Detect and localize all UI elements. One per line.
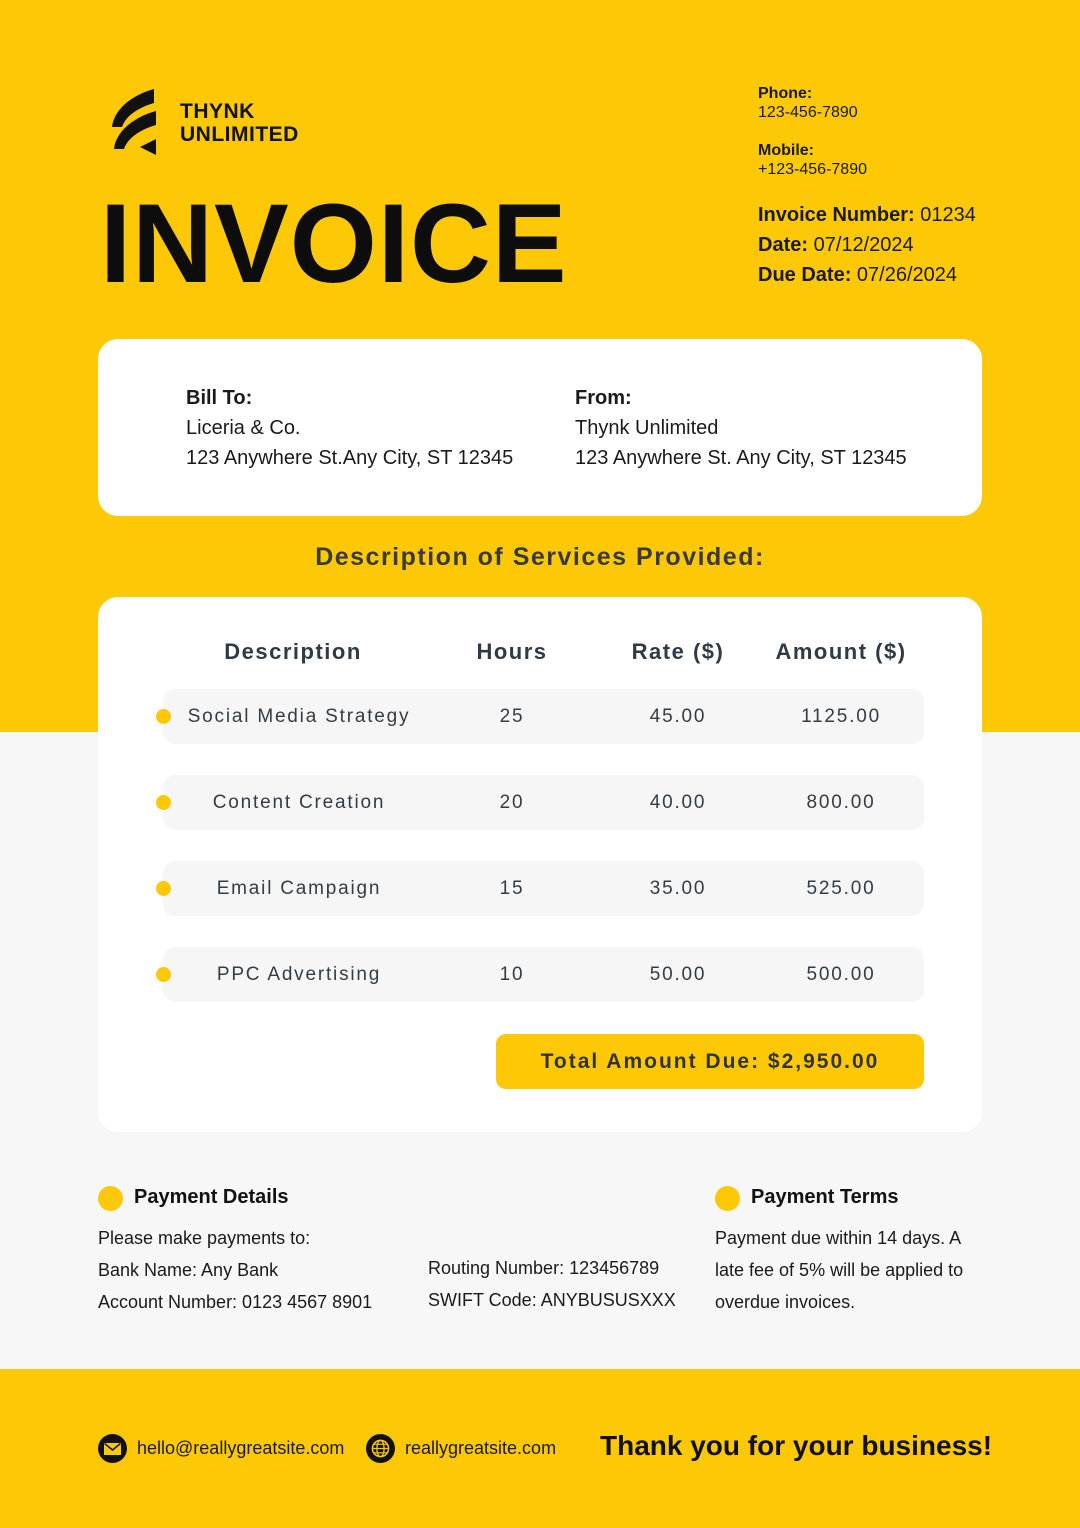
invoice-number-label: Invoice Number: bbox=[758, 204, 915, 226]
envelope-glyph-icon bbox=[104, 1443, 121, 1455]
cell-hours: 10 bbox=[499, 964, 525, 985]
cell-hours: 15 bbox=[499, 878, 525, 899]
swift-code: SWIFT Code: ANYBUSUSXXX bbox=[428, 1290, 676, 1310]
column-header-description: Description bbox=[224, 639, 362, 664]
cell-amount: 1125.00 bbox=[801, 706, 881, 727]
column-header-hours: Hours bbox=[476, 639, 548, 664]
payment-terms-line1: Payment due within 14 days. A bbox=[715, 1228, 962, 1248]
total-amount-due: Total Amount Due: $2,950.00 bbox=[496, 1034, 924, 1089]
payment-instructions: Please make payments to: bbox=[98, 1228, 311, 1248]
invoice-meta bbox=[758, 200, 976, 290]
column-header-rate: Rate ($) bbox=[631, 639, 725, 664]
bill-to-address: 123 Anywhere St.Any City, ST 12345 bbox=[186, 447, 514, 469]
account-number: Account Number: 0123 4567 8901 bbox=[98, 1292, 373, 1312]
bill-to-name: Liceria & Co. bbox=[186, 417, 301, 439]
cell-rate: 45.00 bbox=[649, 706, 707, 727]
cell-rate: 50.00 bbox=[649, 964, 707, 985]
footer-website-link[interactable]: reallygreatsite.com bbox=[405, 1438, 557, 1458]
cell-amount: 800.00 bbox=[806, 792, 876, 813]
company-name-line1: THYNK bbox=[180, 100, 255, 123]
cell-description: Email Campaign bbox=[216, 878, 382, 899]
due-date-label: Due Date: bbox=[758, 264, 852, 286]
payment-terms-bullet bbox=[715, 1186, 740, 1211]
invoice-due-date: 07/26/2024 bbox=[856, 264, 958, 286]
mobile-label: Mobile: bbox=[758, 142, 814, 159]
payment-details-title: Payment Details bbox=[134, 1186, 289, 1208]
payment-terms-title: Payment Terms bbox=[751, 1186, 899, 1208]
payment-terms-text bbox=[715, 1222, 963, 1318]
payment-codes bbox=[428, 1252, 676, 1316]
mobile-value: +123-456-7890 bbox=[758, 161, 867, 178]
cell-rate: 35.00 bbox=[649, 878, 707, 899]
company-name-line2: UNLIMITED bbox=[180, 123, 299, 146]
invoice-number: 01234 bbox=[920, 204, 976, 226]
bank-name: Bank Name: Any Bank bbox=[98, 1260, 279, 1280]
payment-details-bullet bbox=[98, 1186, 123, 1211]
column-header-amount: Amount ($) bbox=[775, 639, 907, 664]
payment-terms-line3: overdue invoices. bbox=[715, 1292, 856, 1312]
company-name bbox=[180, 100, 299, 146]
from-block bbox=[575, 383, 907, 473]
phone-label: Phone: bbox=[758, 85, 813, 102]
cell-description: Social Media Strategy bbox=[187, 706, 411, 727]
cell-hours: 20 bbox=[499, 792, 525, 813]
globe-icon bbox=[366, 1434, 395, 1463]
address-card bbox=[98, 339, 982, 516]
footer-email-link[interactable]: hello@reallygreatsite.com bbox=[137, 1438, 345, 1458]
cell-description: Content Creation bbox=[212, 792, 386, 813]
routing-number: Routing Number: 123456789 bbox=[428, 1258, 660, 1278]
from-label: From: bbox=[575, 387, 632, 409]
cell-rate: 40.00 bbox=[649, 792, 707, 813]
bill-to-label: Bill To: bbox=[186, 387, 253, 409]
logo-mark-icon bbox=[110, 89, 158, 157]
bill-to-block bbox=[186, 383, 513, 473]
cell-amount: 525.00 bbox=[806, 878, 876, 899]
company-logo bbox=[110, 89, 299, 157]
page-title: INVOICE bbox=[100, 181, 568, 306]
payment-details-text bbox=[98, 1222, 372, 1318]
cell-amount: 500.00 bbox=[806, 964, 876, 985]
invoice-date: 07/12/2024 bbox=[813, 234, 914, 256]
cell-hours: 25 bbox=[499, 706, 525, 727]
envelope-icon bbox=[98, 1434, 127, 1463]
cell-description: PPC Advertising bbox=[216, 964, 382, 985]
phone-value: 123-456-7890 bbox=[758, 104, 858, 121]
thank-you-message: Thank you for your business! bbox=[600, 1430, 993, 1461]
from-address: 123 Anywhere St. Any City, ST 12345 bbox=[575, 447, 907, 469]
payment-terms-line2: late fee of 5% will be applied to bbox=[715, 1260, 964, 1280]
services-heading: Description of Services Provided: bbox=[315, 543, 765, 571]
date-label: Date: bbox=[758, 234, 809, 256]
from-name: Thynk Unlimited bbox=[575, 417, 719, 439]
globe-glyph-icon bbox=[371, 1439, 390, 1458]
contact-info bbox=[758, 84, 867, 198]
